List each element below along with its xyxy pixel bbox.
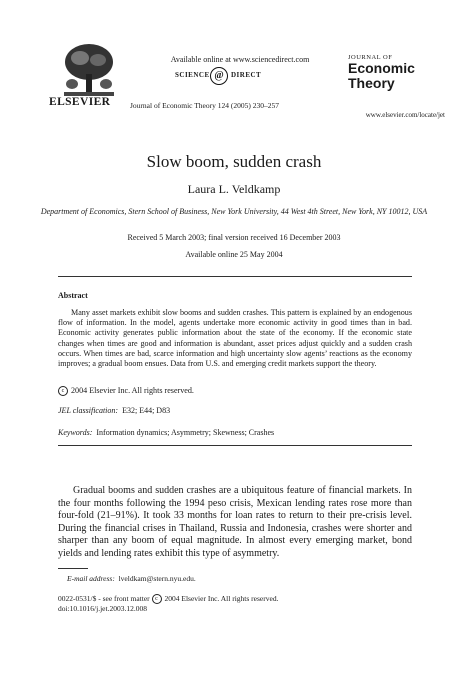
- copyright-icon: c: [58, 386, 68, 396]
- journal-logo-line2: Theory: [348, 75, 395, 91]
- available-online-date: Available online 25 May 2004: [185, 250, 283, 259]
- footnote-rule: [58, 568, 88, 569]
- keywords-list: Information dynamics; Asymmetry; Skewness; Crashes: [96, 428, 275, 437]
- doi: doi:10.1016/j.jet.2003.12.008: [58, 604, 147, 613]
- intro-paragraph: Gradual booms and sudden crashes are a ubiquitous feature of financial markets. In the four months following the 1994 peso crisis, Mexican lending rates rose more than four-fold (21–91%). It took 33 months for loan rates to return to their pre-crisis level. During the financial crises in Thailand, Russia and Indonesia, crashes were shorter and sharper than any boom of equal magnitude. In almost every emerging market, bond yields and lending rates exhibit this type of asymmetry.: [58, 485, 412, 559]
- elsevier-tree-logo: [58, 40, 120, 98]
- available-online-line: Available online at www.sciencedirect.com: [170, 55, 310, 64]
- jel-codes: E32; E44; D83: [122, 406, 171, 415]
- issn-line: [58, 594, 278, 604]
- jel-label: JEL classification:: [58, 406, 119, 415]
- author-email: [67, 574, 196, 583]
- issn-copyright: 2004 Elsevier Inc. All rights reserved.: [164, 594, 279, 603]
- email-address: lveldkam@stern.nyu.edu.: [118, 574, 196, 583]
- abstract-copyright: [58, 386, 194, 396]
- jel-classification: [58, 406, 170, 415]
- journal-logo-top: JOURNAL OF: [348, 54, 393, 61]
- copyright-icon: c: [152, 594, 162, 604]
- received-dates: Received 5 March 2003; final version received 16 December 2003: [127, 233, 341, 242]
- abstract-heading: Abstract: [58, 291, 88, 300]
- journal-logo-line1: Economic: [348, 60, 415, 76]
- abstract-top-rule: [58, 276, 412, 277]
- journal-url: www.elsevier.com/locate/jet: [365, 111, 445, 119]
- article-author: Laura L. Veldkamp: [187, 182, 281, 196]
- sciencedirect-left: SCIENCE: [175, 71, 210, 79]
- abstract-text: Many asset markets exhibit slow booms and sudden crashes. This pattern is explained by an endogenous flow of information. In the model, agents undertake more economic activity in good times than in bad. Economic activity generates public information about the state of the economy. If the economic state changes when times are good and information is abundant, asset prices adjust quickly and a sudden crash occurs. When times are bad, scarce information and high uncertainty slow agents’ reactions as the economy improves; a gradual boom ensues. Data from U.S. and emerging credit markets support the theory.: [58, 308, 412, 369]
- sciencedirect-right: DIRECT: [231, 71, 262, 79]
- abstract-bottom-rule: [58, 445, 412, 446]
- email-label: E-mail address:: [67, 574, 115, 583]
- author-affiliation: Department of Economics, Stern School of Business, New York University, 44 West 4th Street, New York, NY 10012, USA: [40, 207, 428, 216]
- abstract-copyright-text: 2004 Elsevier Inc. All rights reserved.: [71, 386, 194, 395]
- article-title: Slow boom, sudden crash: [146, 152, 322, 171]
- keywords-label: Keywords:: [58, 428, 93, 437]
- issn: 0022-0531/$ - see front matter: [58, 594, 150, 603]
- sciencedirect-at-icon: @: [210, 67, 228, 85]
- keywords: [58, 428, 274, 437]
- publisher-name: ELSEVIER: [49, 96, 111, 108]
- journal-logo: [348, 54, 422, 91]
- journal-citation: Journal of Economic Theory 124 (2005) 230–257: [130, 101, 280, 110]
